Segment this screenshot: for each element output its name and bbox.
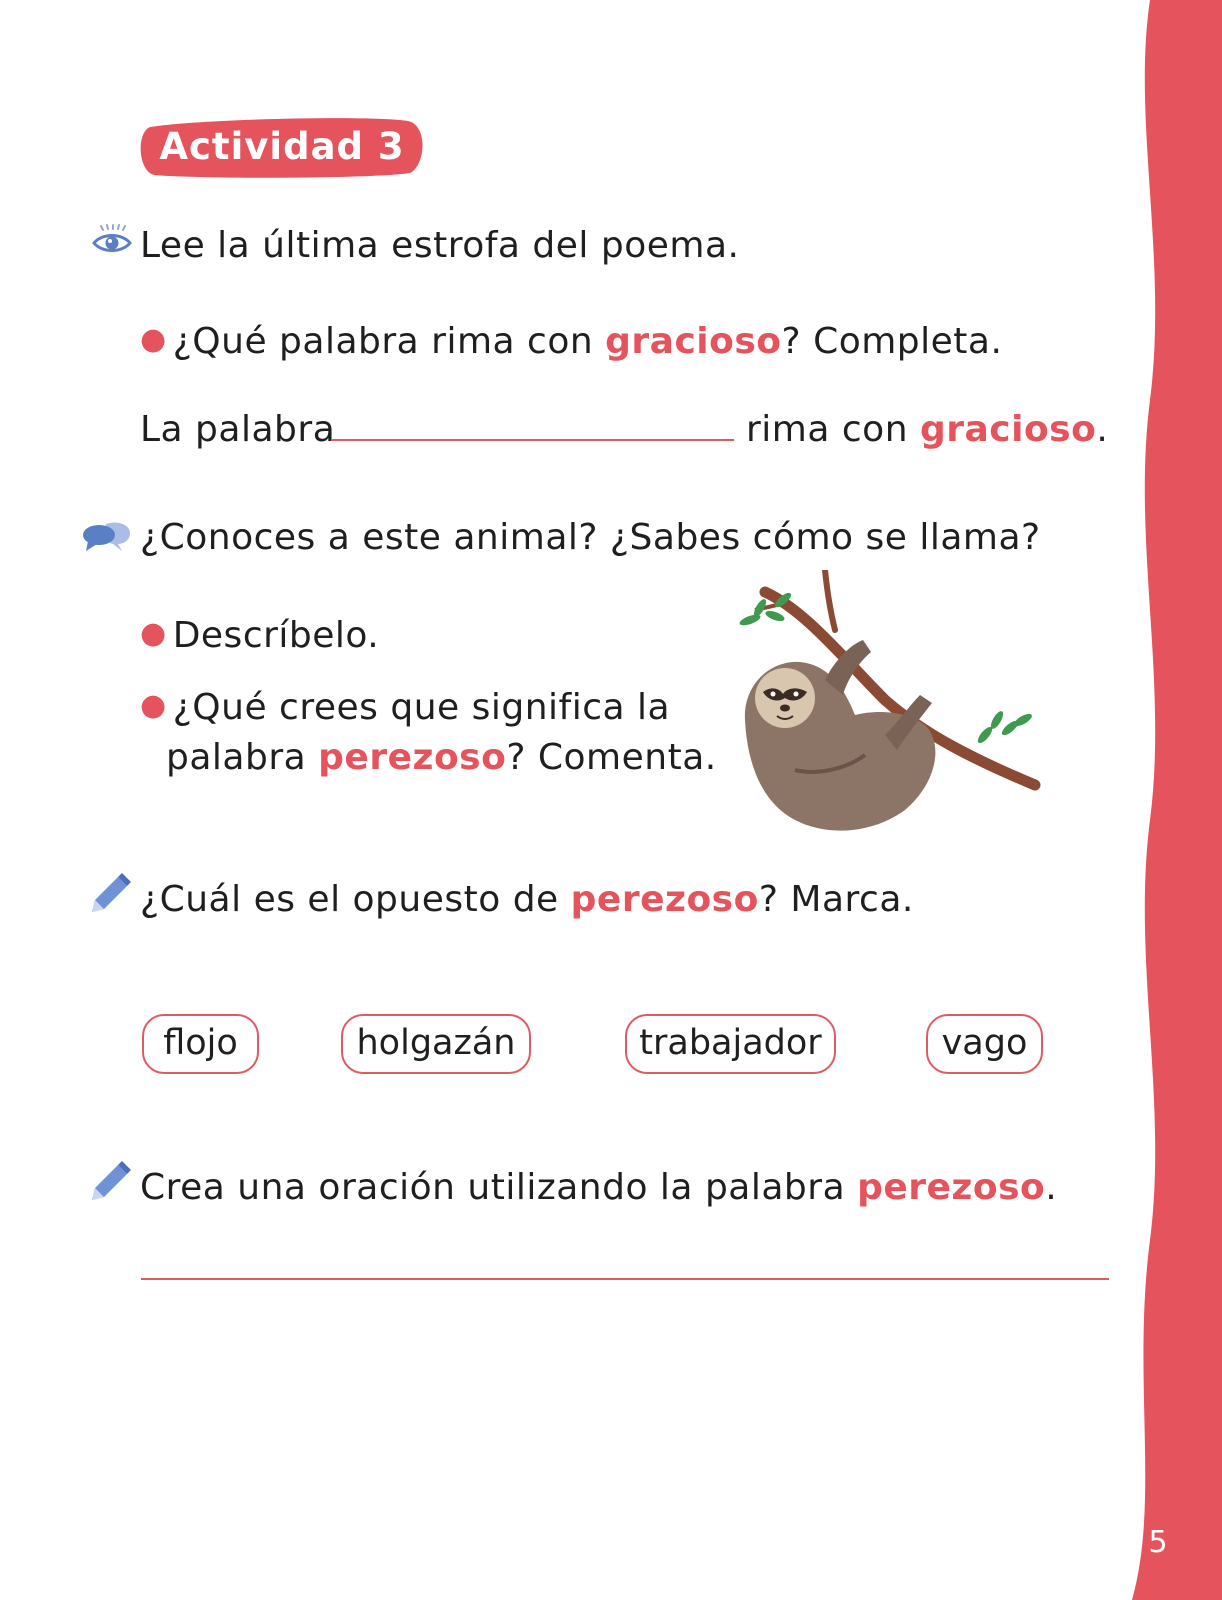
option-holgazan[interactable]: holgazán	[341, 1014, 531, 1074]
fill-word: gracioso	[919, 409, 1097, 450]
describe-prompt	[140, 615, 380, 656]
opposite-question-post: ? Marca.	[758, 879, 914, 920]
describe-text: Descríbelo.	[172, 615, 380, 656]
meaning-question-line1	[140, 687, 671, 728]
animal-question: ¿Conoces a este animal? ¿Sabes cómo se llama?	[140, 517, 1041, 558]
fill-end: .	[1096, 409, 1109, 450]
opposite-question-word: perezoso	[570, 879, 759, 920]
bullet-marker: ●	[140, 322, 167, 357]
sloth-illustration	[735, 570, 1055, 860]
sentence-instruction-pre: Crea una oración utilizando la palabra	[140, 1167, 858, 1208]
bullet-marker: ●	[140, 688, 167, 723]
sentence-answer-line[interactable]	[141, 1278, 1109, 1280]
pencil-icon	[88, 872, 132, 916]
activity-title: Actividad 3	[159, 125, 405, 168]
fill-prefix: La palabra	[140, 409, 336, 450]
bullet-marker: ●	[140, 616, 167, 651]
eye-icon	[92, 224, 132, 256]
option-vago[interactable]: vago	[926, 1014, 1043, 1074]
rhyme-question-word: gracioso	[605, 321, 782, 362]
sentence-instruction-post: .	[1045, 1167, 1058, 1208]
opposite-question-pre: ¿Cuál es el opuesto de	[140, 879, 571, 920]
meaning-line2-pre: palabra	[166, 737, 319, 778]
sentence-instruction	[140, 1167, 1058, 1208]
opposite-question	[140, 879, 914, 920]
option-trabajador[interactable]: trabajador	[625, 1014, 836, 1074]
rhyme-question	[140, 321, 1003, 362]
speech-bubbles-icon	[82, 520, 132, 554]
rhyme-question-post: ? Completa.	[781, 321, 1003, 362]
page-number: 5	[1148, 1525, 1168, 1560]
fill-mid: rima con	[746, 409, 920, 450]
rhyme-question-pre: ¿Qué palabra rima con	[172, 321, 606, 362]
meaning-line2-post: ? Comenta.	[506, 737, 717, 778]
rhyme-answer-line[interactable]	[332, 439, 734, 441]
meaning-question-line2	[166, 737, 717, 778]
pencil-icon	[88, 1160, 132, 1204]
sentence-instruction-word: perezoso	[857, 1167, 1046, 1208]
meaning-line2-word: perezoso	[318, 737, 507, 778]
section1-instruction: Lee la última estrofa del poema.	[140, 225, 740, 266]
option-flojo[interactable]: flojo	[142, 1014, 259, 1074]
fill-suffix	[746, 409, 1109, 450]
meaning-line1-text: ¿Qué crees que significa la	[172, 687, 671, 728]
